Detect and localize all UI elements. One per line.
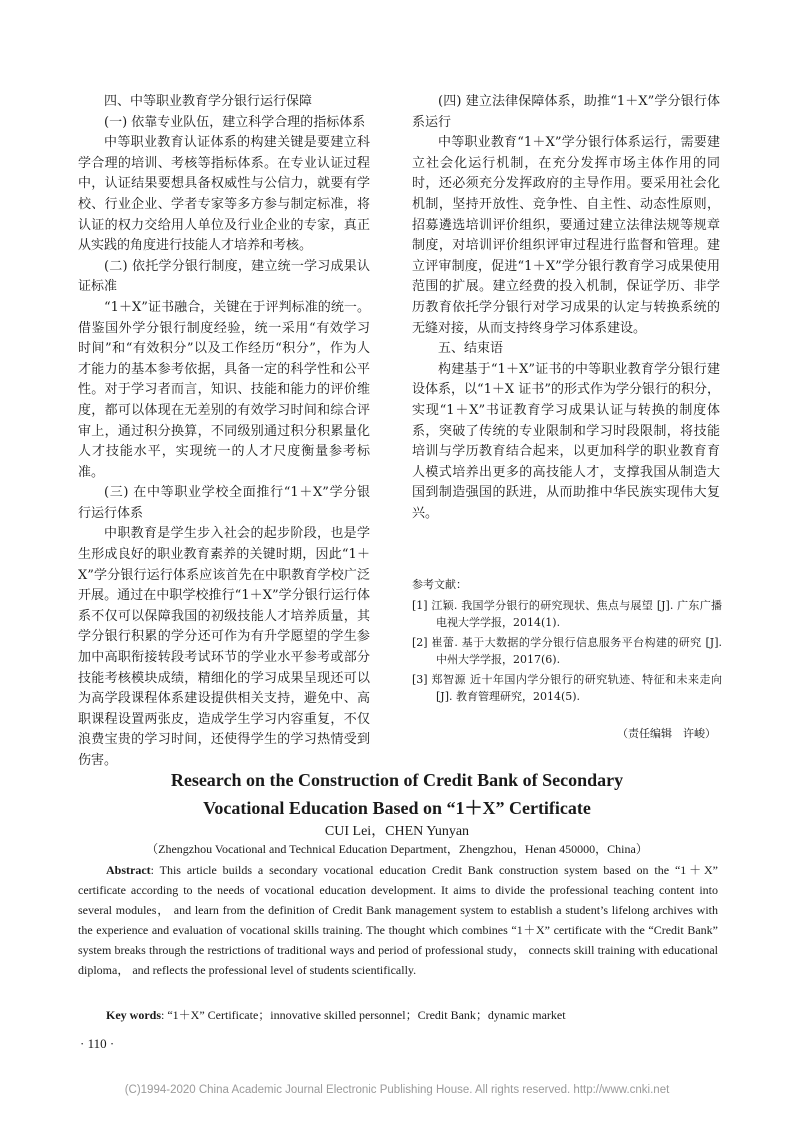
references-title: 参考文献： <box>412 578 467 591</box>
english-title-line-2: Vocational Education Based on “1＋X” Certificate <box>203 798 591 818</box>
english-authors: CUI Lei，CHEN Yunyan <box>324 824 470 839</box>
keywords-label: Key words <box>106 1008 161 1022</box>
section-heading: 五、结束语 <box>438 341 504 357</box>
reference-item: [1] 江颖. 我国学分银行的研究现状、焦点与展望 [J]. 广东广播电视大学学报，2014(1). <box>412 599 722 629</box>
section-heading: 四、中等职业教育学分银行运行保障 <box>104 94 313 109</box>
page-number: · 110 · <box>80 1036 115 1051</box>
body-paragraph: “1＋X”证书融合，关键在于评判标准的统一。借鉴国外学分银行制度经验，统一采用“有效学习时间”和“有效积分”以及工作经历“积分”，作为人才能力的基本参考依据，具备一定的科学性和公平性。对于学习者而言，知识、技能和能力的评价维度，都可以体现在无差别的有效学习时间和综合评审上，通过积分换算，不同级别通过积分积累量化人才技能水平，实现统一的人才尺度衡量参考标准。 <box>78 299 370 480</box>
section-heading: (一) 依靠专业队伍，建立科学合理的指标体系 <box>104 114 366 130</box>
abstract-label: Abstract <box>106 863 151 877</box>
english-affiliation: （Zhengzhou Vocational and Technical Education Department，Zhengzhou，Henan 450000，China） <box>146 842 648 856</box>
body-paragraph: 中等职业教育认证体系的构建关键是要建立科学合理的培训、考核等指标体系。在专业认证过程中，认证结果要想具备权威性与公信力，就要有学校、行业企业、学者专家等多方参与制定标准，将认证的权力交给用人单位及行业企业的专家，真正从实践的角度进行技能人才培养和考核。 <box>78 135 370 254</box>
reference-item: [3] 郑智源 近十年国内学分银行的研究轨迹、特征和未来走向 [J]. 教育管理研究，2014(5). <box>412 673 722 703</box>
section-heading: (二) 依托学分银行制度，建立统一学习成果认证标准 <box>78 258 370 295</box>
abstract-text: : This article builds a secondary vocational education Credit Bank construction system based on the “1＋X” certificate according to the needs of vocational education development. It aims to divide the professional teaching content into several modules， and learn from the definition of Credit Bank management system to establish a student’s lifelong archives with the experience and evaluation of vocational skills training. The thought which combines “1＋X” certificate with the “Credit Bank” system breaks through the restrictions of traditional ways and period of professional study， connects skill training with educational diploma， and reflects the professional level of students scientifically. <box>78 863 718 977</box>
english-title <box>78 766 716 822</box>
body-paragraph: 构建基于“1＋X”证书的中等职业教育学分银行建设体系，以“1＋X 证书”的形式作为学分银行的积分，实现“1＋X”书证教育学习成果认证与转换的制度体系，突破了传统的专业限制和学习时段限制，将技能培训与学历教育结合起来，以更加科学的职业教育育人模式培养出更多的高技能人才，支撑我国从制造大国到制造强国的跃进，从而助推中华民族实现伟大复兴。 <box>412 361 720 521</box>
english-keywords <box>78 1006 718 1023</box>
body-paragraph: 中等职业教育“1＋X”学分银行体系运行，需要建立社会化运行机制，在充分发挥市场主体作用的同时，还必须充分发挥政府的主导作用。要采用社会化机制，坚持开放性、竞争性、自主性、动态性原则，招募遴选培训评价组织，要通过建立法律法规等规章制度，对培训评价组织评审过程进行监督和管理。建立评审制度，促进“1＋X”学分银行教育学习成果使用范围的扩展。建立经费的投入机制，保证学历、非学历教育依托学分银行对学习成果的认定与转换系统的无缝对接，从而支持终身学习体系建设。 <box>412 135 720 336</box>
english-title-line-1: Research on the Construction of Credit Bank of Secondary <box>170 770 624 790</box>
responsible-editor: （责任编辑 许峻） <box>617 727 716 740</box>
reference-item: [2] 崔蕾. 基于大数据的学分银行信息服务平台构建的研究 [J]. 中州大学学报，2017(6). <box>412 636 722 666</box>
section-heading: (四) 建立法律保障体系，助推“1＋X”学分银行体系运行 <box>412 94 720 130</box>
keywords-text: : “1＋X” Certificate；innovative skilled personnel；Credit Bank；dynamic market <box>161 1008 566 1022</box>
english-abstract <box>78 860 718 980</box>
body-paragraph: 中职教育是学生步入社会的起步阶段，也是学生形成良好的职业教育素养的关键时期，因此“1＋X”学分银行运行体系应该首先在中职教育学校广泛开展。通过在中职学校推行“1＋X”学分银行运行体系不仅可以保障我国的初级技能人才培养质量，其学分银行积累的学分还可作为有升学愿望的学生参加中高职衔接转段考试环节的学业水平参考或部分技能考核模块成绩，精细化的学习成果呈现还可以为高学段课程体系建设提供相关支持，避免中、高职课程设置两张皮，造成学生学习内容重复，不仅浪费宝贵的学习时间，还使得学生的学习热情受到伤害。 <box>78 526 370 768</box>
copyright-footer: (C)1994-2020 China Academic Journal Electronic Publishing House. All rights reserved. http://www.cnki.net <box>124 1084 670 1096</box>
references <box>412 576 722 708</box>
section-heading: (三) 在中等职业学校全面推行“1＋X”学分银行运行体系 <box>78 485 370 521</box>
right-column <box>412 92 720 524</box>
left-column <box>78 92 370 772</box>
